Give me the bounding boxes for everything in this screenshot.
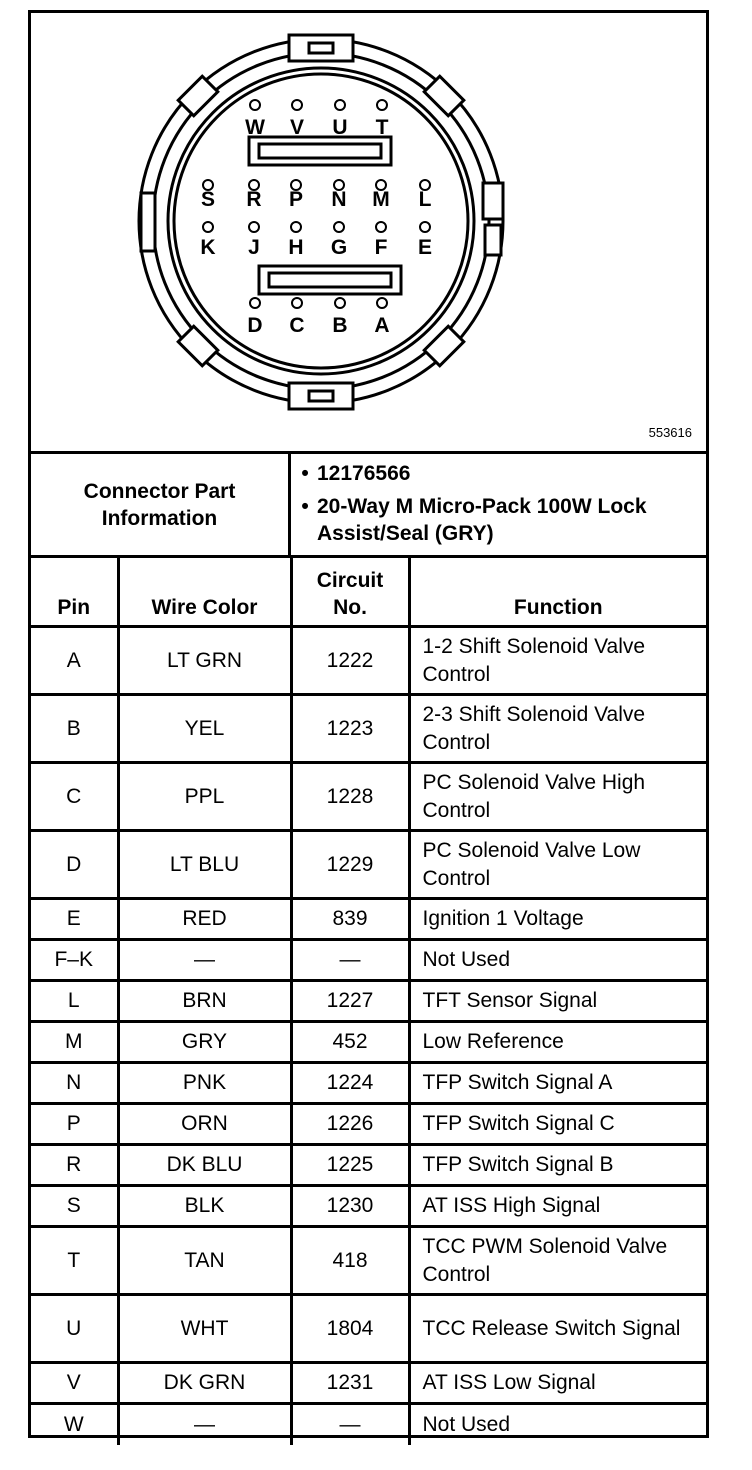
function-cell: TFP Switch Signal B xyxy=(409,1145,706,1186)
connector-info xyxy=(31,451,706,555)
pin-cell: P xyxy=(31,1104,118,1145)
circuit-cell: 452 xyxy=(291,1022,409,1063)
bullet-icon: • xyxy=(301,495,309,518)
connector-info-bullets xyxy=(293,460,673,547)
diagram-frame xyxy=(28,10,709,1438)
wire-color-cell: BRN xyxy=(118,981,291,1022)
function-cell: 2-3 Shift Solenoid Valve Control xyxy=(409,695,706,763)
header-wire-color: Wire Color xyxy=(118,557,291,627)
pin-cell: S xyxy=(31,1186,118,1227)
pin-cell: W xyxy=(31,1404,118,1445)
pin-label-p: P xyxy=(288,188,303,211)
pin-cell: V xyxy=(31,1363,118,1404)
circuit-cell: 1227 xyxy=(291,981,409,1022)
table-row xyxy=(31,981,706,1022)
wire-color-cell: — xyxy=(118,940,291,981)
circuit-cell: 1228 xyxy=(291,763,409,831)
function-cell: TFT Sensor Signal xyxy=(409,981,706,1022)
table-row xyxy=(31,1145,706,1186)
header-circuit-no xyxy=(291,557,409,627)
pin-label-s: S xyxy=(200,188,215,211)
circuit-cell: 1804 xyxy=(291,1295,409,1363)
function-cell: Low Reference xyxy=(409,1022,706,1063)
pin-table xyxy=(31,555,706,1445)
header-pin: Pin xyxy=(31,557,118,627)
function-cell: AT ISS Low Signal xyxy=(409,1363,706,1404)
pin-label-n: N xyxy=(331,188,347,211)
pin-cell: F–K xyxy=(31,940,118,981)
pin-label-c: C xyxy=(289,314,305,337)
connector-diagram xyxy=(31,13,706,451)
figure-id: 553616 xyxy=(648,425,692,440)
pin-label-d: D xyxy=(247,314,263,337)
bullet-icon: • xyxy=(301,462,309,485)
function-cell: TFP Switch Signal A xyxy=(409,1063,706,1104)
pin-cell: E xyxy=(31,899,118,940)
wire-color-cell: DK GRN xyxy=(118,1363,291,1404)
table-row xyxy=(31,1022,706,1063)
wire-color-cell: — xyxy=(118,1404,291,1445)
function-cell: Ignition 1 Voltage xyxy=(409,899,706,940)
table-row xyxy=(31,1186,706,1227)
table-row xyxy=(31,1227,706,1295)
circuit-cell: 1229 xyxy=(291,831,409,899)
table-row xyxy=(31,1363,706,1404)
pin-label-u: U xyxy=(332,116,348,139)
pin-label-j: J xyxy=(248,236,260,259)
wire-color-cell: YEL xyxy=(118,695,291,763)
wire-color-cell: PPL xyxy=(118,763,291,831)
table-row xyxy=(31,1404,706,1445)
wire-color-cell: LT BLU xyxy=(118,831,291,899)
header-function: Function xyxy=(409,557,706,627)
pin-label-k: K xyxy=(200,236,216,259)
pin-label-h: H xyxy=(288,236,304,259)
function-cell: AT ISS High Signal xyxy=(409,1186,706,1227)
table-row xyxy=(31,627,706,695)
function-cell: 1-2 Shift Solenoid Valve Control xyxy=(409,627,706,695)
circuit-cell: 839 xyxy=(291,899,409,940)
circuit-cell: 1222 xyxy=(291,627,409,695)
pin-label-t: T xyxy=(375,116,389,139)
pin-label-g: G xyxy=(330,236,348,259)
wire-color-cell: DK BLU xyxy=(118,1145,291,1186)
part-number-item xyxy=(293,460,673,487)
function-cell: PC Solenoid Valve High Control xyxy=(409,763,706,831)
pin-cell: T xyxy=(31,1227,118,1295)
table-row xyxy=(31,1063,706,1104)
pin-cell: N xyxy=(31,1063,118,1104)
circuit-cell: 1226 xyxy=(291,1104,409,1145)
wire-color-cell: LT GRN xyxy=(118,627,291,695)
table-row xyxy=(31,695,706,763)
pin-cell: U xyxy=(31,1295,118,1363)
pin-cell: L xyxy=(31,981,118,1022)
function-cell: Not Used xyxy=(409,940,706,981)
circuit-cell: 1224 xyxy=(291,1063,409,1104)
pin-cell: C xyxy=(31,763,118,831)
wire-color-cell: WHT xyxy=(118,1295,291,1363)
circuit-cell: 1225 xyxy=(291,1145,409,1186)
circuit-cell: 418 xyxy=(291,1227,409,1295)
pin-cell: R xyxy=(31,1145,118,1186)
pin-label-f: F xyxy=(374,236,388,259)
circuit-cell: — xyxy=(291,1404,409,1445)
wire-color-cell: TAN xyxy=(118,1227,291,1295)
wire-color-cell: ORN xyxy=(118,1104,291,1145)
pin-label-v: V xyxy=(289,116,304,139)
circuit-cell: 1223 xyxy=(291,695,409,763)
table-row xyxy=(31,763,706,831)
table-row xyxy=(31,1104,706,1145)
connector-info-label: Connector Part Information xyxy=(31,454,291,555)
pin-label-r: R xyxy=(246,188,262,211)
pin-cell: B xyxy=(31,695,118,763)
pin-cell: M xyxy=(31,1022,118,1063)
connector-description: 20-Way M Micro-Pack 100W Lock Assist/Seal (GRY) xyxy=(317,495,647,545)
pin-cell: A xyxy=(31,627,118,695)
function-cell: TCC Release Switch Signal xyxy=(409,1295,706,1363)
pin-label-w: W xyxy=(245,116,265,139)
header-circuit-no-text: Circuit No. xyxy=(316,569,384,619)
table-row xyxy=(31,1295,706,1363)
wire-color-cell: BLK xyxy=(118,1186,291,1227)
pin-label-b: B xyxy=(332,314,348,337)
wire-color-cell: PNK xyxy=(118,1063,291,1104)
table-row xyxy=(31,940,706,981)
table-row xyxy=(31,899,706,940)
connector-description-item xyxy=(293,493,673,547)
connector-face-drawing xyxy=(31,13,706,451)
function-cell: Not Used xyxy=(409,1404,706,1445)
pin-label-m: M xyxy=(372,188,390,211)
circuit-cell: — xyxy=(291,940,409,981)
function-cell: TFP Switch Signal C xyxy=(409,1104,706,1145)
pin-label-l: L xyxy=(418,188,432,211)
pin-rows xyxy=(31,627,706,1445)
wire-color-cell: GRY xyxy=(118,1022,291,1063)
table-row xyxy=(31,831,706,899)
pin-label-e: E xyxy=(417,236,432,259)
function-cell: PC Solenoid Valve Low Control xyxy=(409,831,706,899)
circuit-cell: 1231 xyxy=(291,1363,409,1404)
wire-color-cell: RED xyxy=(118,899,291,940)
pin-cell: D xyxy=(31,831,118,899)
function-cell: TCC PWM Solenoid Valve Control xyxy=(409,1227,706,1295)
circuit-cell: 1230 xyxy=(291,1186,409,1227)
pin-label-a: A xyxy=(374,314,390,337)
part-number: 12176566 xyxy=(317,462,411,485)
